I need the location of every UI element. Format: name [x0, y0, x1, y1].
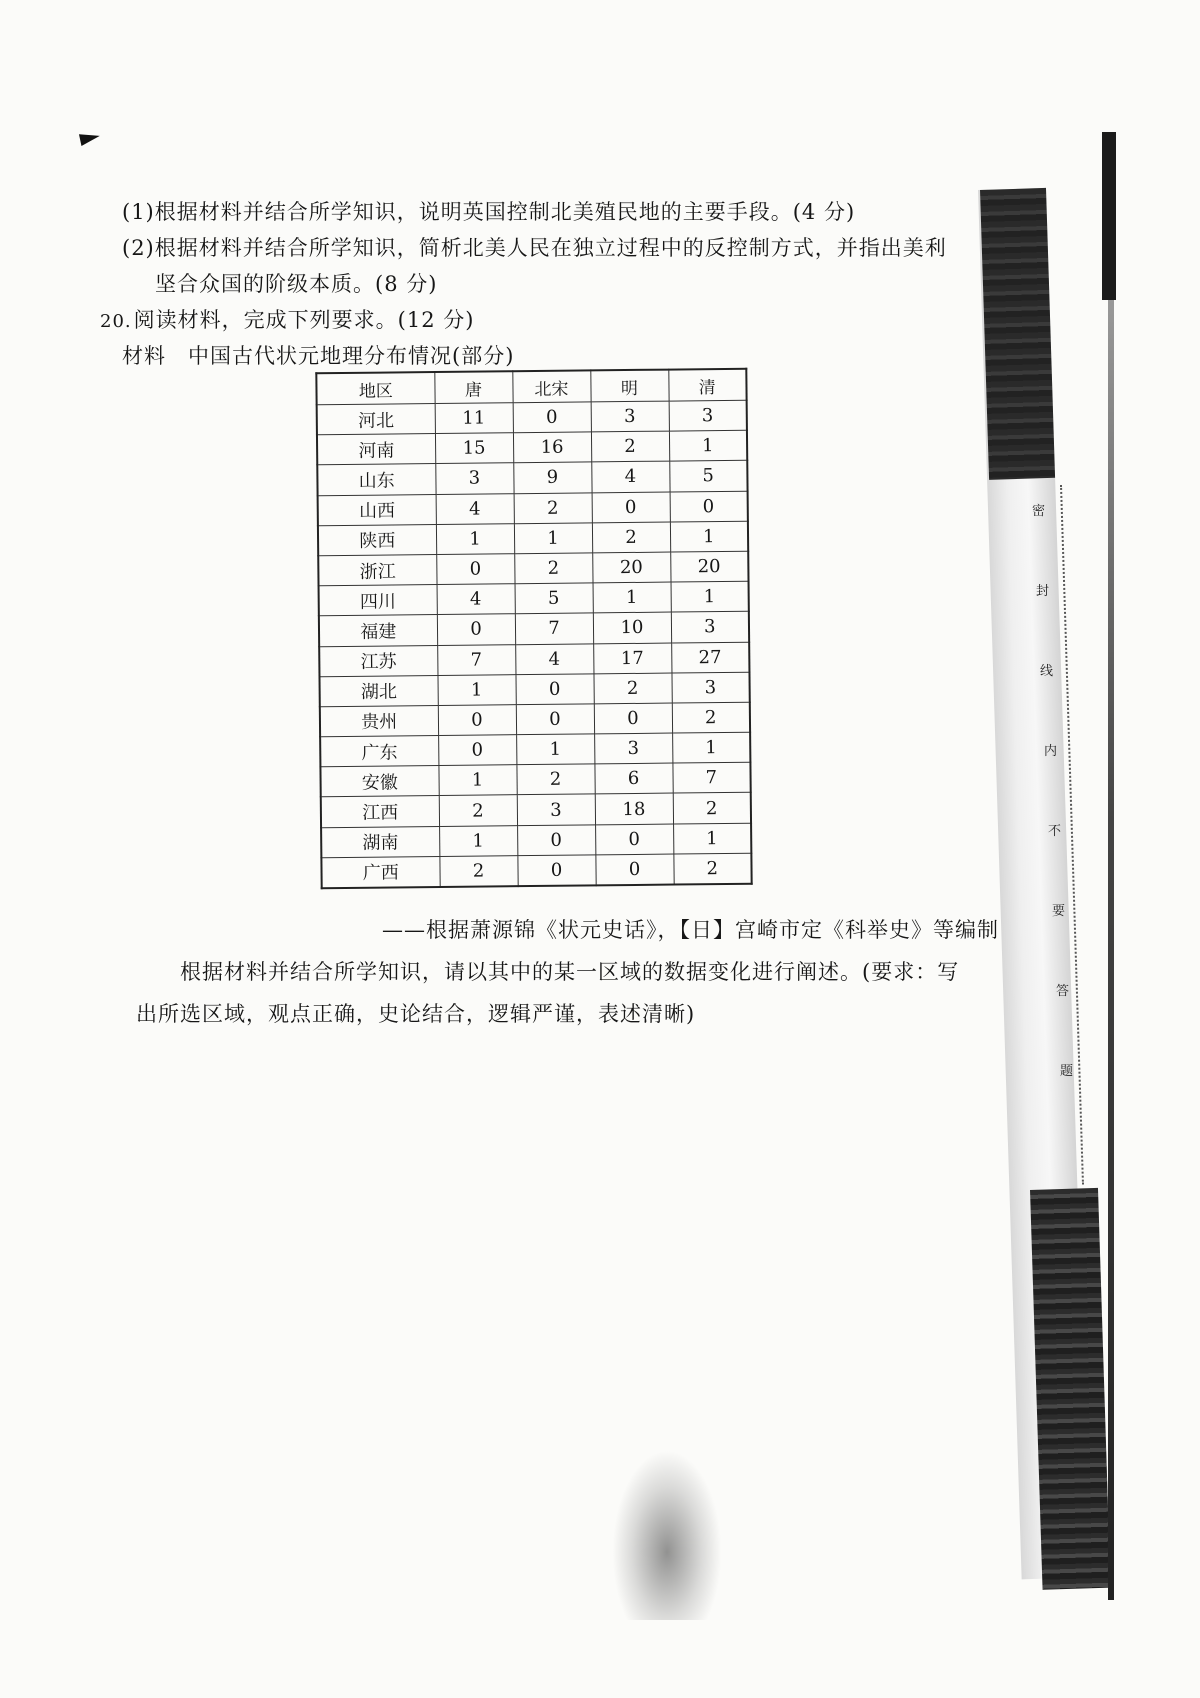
region-cell: 河南 [317, 434, 435, 465]
table-row [321, 853, 751, 888]
count-cell: 3 [435, 463, 513, 494]
table-row [317, 430, 747, 465]
prompt-line1: 根据材料并结合所学知识，请以其中的某一区域的数据变化进行阐述。(要求：写 [180, 960, 960, 984]
count-cell: 3 [594, 733, 672, 764]
table-row [320, 702, 750, 737]
header-northern-song: 北宋 [512, 370, 590, 402]
count-cell: 0 [437, 614, 515, 645]
count-cell: 0 [436, 554, 514, 585]
binding-dark-bottom [1030, 1188, 1111, 1590]
count-cell: 5 [515, 583, 593, 614]
table-row [317, 461, 747, 496]
scholar-distribution-table [315, 368, 752, 889]
scan-smudge [612, 1450, 722, 1620]
q20-text: 阅读材料，完成下列要求。(12 分) [133, 308, 475, 332]
table-row [321, 823, 751, 858]
region-cell: 山东 [317, 464, 435, 495]
count-cell: 2 [516, 764, 594, 795]
count-cell: 1 [438, 765, 516, 796]
count-cell: 1 [672, 732, 750, 763]
table-row [319, 612, 749, 647]
header-qing: 清 [668, 369, 746, 401]
count-cell: 1 [436, 523, 514, 554]
count-cell: 1 [673, 823, 751, 854]
count-cell: 0 [516, 704, 594, 735]
seal-char: 封 [1036, 584, 1050, 599]
table-row [319, 642, 749, 677]
seal-char: 密 [1032, 504, 1046, 519]
binding-dark-top [980, 188, 1055, 480]
count-cell: 16 [513, 432, 591, 463]
table-row [320, 732, 750, 767]
table-row [320, 762, 750, 797]
count-cell: 0 [513, 402, 591, 433]
count-cell: 27 [671, 642, 749, 673]
count-cell: 4 [436, 493, 514, 524]
region-cell: 广东 [320, 736, 438, 767]
count-cell: 18 [595, 793, 673, 824]
count-cell: 2 [591, 431, 669, 462]
count-cell: 15 [435, 433, 513, 464]
header-region: 地区 [316, 372, 434, 405]
count-cell: 0 [670, 491, 748, 522]
region-cell: 湖北 [319, 675, 437, 706]
count-cell: 1 [439, 825, 517, 856]
seal-char: 线 [1040, 664, 1054, 679]
count-cell: 2 [439, 795, 517, 826]
count-cell: 3 [517, 794, 595, 825]
region-cell: 山西 [318, 494, 436, 525]
table-body [317, 400, 752, 888]
region-cell: 河北 [317, 404, 435, 435]
count-cell: 7 [672, 762, 750, 793]
prompt-line2: 出所选区域，观点正确，史论结合，逻辑严谨，表述清晰) [136, 1002, 696, 1026]
count-cell: 1 [669, 430, 747, 461]
count-cell: 2 [593, 673, 671, 704]
source-citation: ——根据萧源锦《状元史话》，【日】宫崎市定《科举史》等编制 [382, 918, 999, 942]
page-edge-line [1108, 300, 1114, 1600]
count-cell: 1 [516, 734, 594, 765]
count-cell: 6 [594, 763, 672, 794]
region-cell: 广西 [321, 856, 439, 888]
q20-heading [100, 304, 474, 334]
count-cell: 2 [592, 522, 670, 553]
material-heading [122, 340, 514, 370]
count-cell: 7 [437, 644, 515, 675]
count-cell: 2 [514, 553, 592, 584]
material-title: 中国古代状元地理分布情况(部分) [188, 344, 515, 368]
count-cell: 0 [595, 824, 673, 855]
seal-char: 不 [1048, 824, 1062, 839]
region-cell: 江西 [321, 796, 439, 827]
region-cell: 浙江 [318, 554, 436, 585]
count-cell: 3 [671, 612, 749, 643]
count-cell: 0 [438, 735, 516, 766]
count-cell: 4 [591, 461, 669, 492]
table-row [318, 491, 748, 526]
count-cell: 1 [514, 523, 592, 554]
seal-char: 要 [1052, 904, 1066, 919]
table-row [319, 672, 749, 707]
count-cell: 20 [592, 552, 670, 583]
count-cell: 0 [515, 674, 593, 705]
q19-part2-line1: (2)根据材料并结合所学知识，简析北美人民在独立过程中的反控制方式，并指出美利 [122, 236, 947, 260]
count-cell: 1 [671, 581, 749, 612]
table-row [318, 551, 748, 586]
count-cell: 0 [438, 705, 516, 736]
seal-char: 题 [1060, 1064, 1074, 1079]
header-ming: 明 [590, 370, 668, 402]
count-cell: 20 [670, 551, 748, 582]
count-cell: 2 [514, 492, 592, 523]
table-row [318, 521, 748, 556]
seal-char: 内 [1044, 744, 1058, 759]
count-cell: 4 [437, 584, 515, 615]
q20-number: 20. [100, 311, 132, 332]
count-cell: 11 [435, 403, 513, 434]
count-cell: 2 [672, 702, 750, 733]
region-cell: 福建 [319, 615, 437, 646]
count-cell: 1 [670, 521, 748, 552]
q19-part2-line2: 坚合众国的阶级本质。(8 分) [155, 272, 438, 296]
page-edge-shadow [1102, 132, 1116, 300]
region-cell: 湖南 [321, 826, 439, 857]
count-cell: 2 [673, 853, 751, 885]
table-row [319, 581, 749, 616]
count-cell: 4 [515, 643, 593, 674]
count-cell: 3 [591, 401, 669, 432]
table-row [317, 400, 747, 435]
count-cell: 0 [594, 703, 672, 734]
count-cell: 0 [517, 824, 595, 855]
q19-part1: (1)根据材料并结合所学知识，说明英国控制北美殖民地的主要手段。(4 分) [122, 200, 856, 224]
region-cell: 江苏 [319, 645, 437, 676]
count-cell: 7 [515, 613, 593, 644]
seal-char: 答 [1056, 984, 1070, 999]
region-cell: 陕西 [318, 524, 436, 555]
count-cell: 9 [513, 462, 591, 493]
scholar-table-wrapper [318, 370, 750, 887]
count-cell: 3 [669, 400, 747, 431]
count-cell: 0 [517, 855, 595, 887]
region-cell: 安徽 [320, 766, 438, 797]
header-tang: 唐 [434, 371, 512, 403]
count-cell: 17 [593, 643, 671, 674]
count-cell: 10 [593, 612, 671, 643]
count-cell: 0 [592, 492, 670, 523]
material-label: 材料 [122, 344, 166, 368]
region-cell: 贵州 [320, 705, 438, 736]
region-cell: 四川 [319, 585, 437, 616]
count-cell: 5 [669, 461, 747, 492]
count-cell: 2 [673, 793, 751, 824]
corner-mark [79, 130, 101, 146]
table-header-row [316, 369, 746, 405]
count-cell: 3 [671, 672, 749, 703]
count-cell: 1 [437, 674, 515, 705]
count-cell: 0 [595, 854, 673, 886]
count-cell: 2 [439, 855, 517, 887]
table-row [321, 793, 751, 828]
count-cell: 1 [593, 582, 671, 613]
